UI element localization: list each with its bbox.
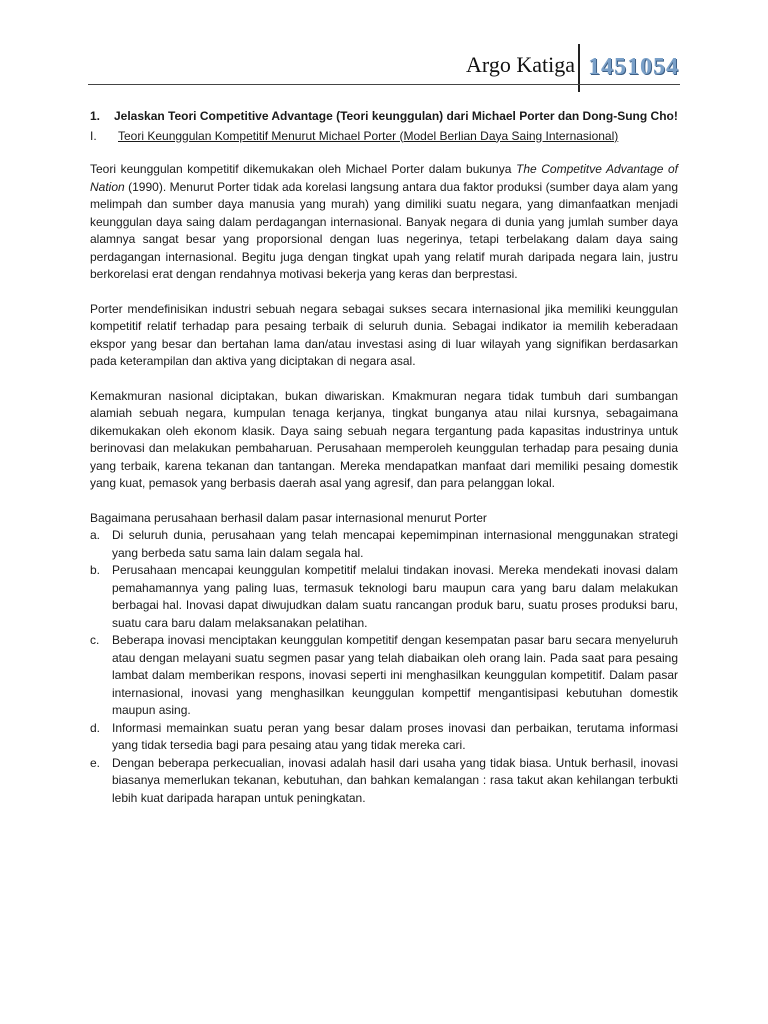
list-item-text: Beberapa inovasi menciptakan keunggulan kompetitif dengan kesempatan pasar baru secara menyeluruh atau dengan melayani suatu segmen pasar yang telah diabaikan oleh orang lain. Pada saat para pesaing lambat dalam memberikan respons, inovasi seperti ini menghasilkan keunggulan kompetitif. Dalam pasar internasional, inovasi yang menghasilkan keunggulan kompettif mengantisipasi kebutuhan domestik maupun asing.: [112, 633, 678, 717]
question-number: 1.: [90, 109, 101, 123]
paragraph-1-rest: (1990). Menurut Porter tidak ada korelasi langsung antara dua faktor produksi (sumber daya alam yang melimpah dan sumber daya manusia yang murah) yang dimiliki suatu negara, yang dimanfaatkan menjadi keunggulan daya saing dalam perdagangan internasional. Banyak negara di dunia yang jumlah sumber daya alamnya sangat besar yang proporsional dengan luas negerinya, tetapi terbelakang dalam daya saing perdagangan internasional. Begitu juga dengan tingkat upah yang relatif murah daripada negara lain, justru berkorelasi erat dengan rendahnya motivasi bekerja yang keras dan berprestasi.: [90, 179, 678, 281]
section-heading: [90, 128, 678, 146]
list-item-text: Dengan beberapa perkecualian, inovasi adalah hasil dari usaha yang tidak biasa. Untuk berhasil, inovasi biasanya memerlukan tekanan, kebutuhan, dan bahkan kemalangan : rasa takut akan kehilangan terbukti lebih kuat daripada harapan untuk peningkatan.: [112, 755, 678, 805]
paragraph-1: [90, 161, 678, 284]
list-item-text: Perusahaan mencapai keunggulan kompetitif melalui tindakan inovasi. Mereka mendekati inovasi dalam pemahamannya yang paling luas, termasuk teknologi baru maupun cara yang baru dalam melakukan berbagai hal. Inovasi dapat diwujudkan dalam suatu rancangan produk baru, suatu proses produksi baru, suatu cara baru dalam melaksanakan pelatihan.: [112, 563, 678, 630]
paragraph-3: Kemakmuran nasional diciptakan, bukan diwariskan. Kmakmuran negara tidak tumbuh dari sumbangan alamiah sebuah negara, kumpulan tenaga kerjanya, tingkat bunganya atau nilai kursnya, sebagaimana dikemukakan oleh ekonom klasik. Daya saing sebuah negara tergantung pada kapasitas industrinya untuk berinovasi dan melakukan pembaharuan. Perusahaan memperoleh keunggulan terhadap para pesaing dunia yang terbaik, karena tekanan dan tantangan. Mereka mendapatkan manfaat dari memiliki pesaing domestik yang kuat, pemasok yang berbasis daerah asal yang agresif, dan para pelanggan lokal.: [90, 388, 678, 490]
list-intro: Bagaimana perusahaan berhasil dalam pasar internasional menurut Porter: [90, 510, 487, 525]
header-rule: [88, 84, 680, 85]
list-item: [90, 720, 678, 755]
question-text: Jelaskan Teori Competitive Advantage (Teori keunggulan) dari Michael Porter dan Dong-Sung Cho!: [114, 109, 678, 123]
porter-list: [90, 527, 678, 807]
list-item-label: c.: [90, 633, 100, 647]
list-item-text: Informasi memainkan suatu peran yang besar dalam proses inovasi dan perbaikan, terutama informasi yang tidak tersedia bagi para pesaing atau yang tidak mereka cari.: [112, 720, 678, 752]
book-title: The Competitve Advantage of Nation: [90, 162, 678, 194]
list-item: [90, 755, 678, 808]
list-item: [90, 562, 678, 632]
list-item-label: a.: [90, 528, 101, 542]
paragraph-2: Porter mendefinisikan industri sebuah negara sebagai sukses secara internasional jika memiliki keunggulan kompetitif relatif terhadap para pesaing terbaik di seluruh dunia. Sebagai indikator ia memilih keberadaan ekspor yang besar dan bertahan lama dan/atau investasi asing di luar wilayah yang signifikan berdasarkan pada keterampilan dan aktiva yang diciptakan di negara asal.: [90, 301, 678, 368]
paragraph-1-start: Teori keunggulan kompetitif dikemukakan oleh Michael Porter dalam bukunya: [90, 162, 516, 176]
student-id: 1451054: [588, 54, 679, 80]
list-item-label: b.: [90, 563, 101, 577]
document-body: [90, 108, 678, 807]
section-title: Teori Keunggulan Kompetitif Menurut Michael Porter (Model Berlian Daya Saing Internasional): [118, 128, 619, 143]
question-heading: [90, 108, 678, 126]
section-numeral: I.: [90, 128, 97, 143]
list-item: [90, 527, 678, 562]
list-item-label: d.: [90, 720, 101, 735]
list-item-label: e.: [90, 755, 101, 770]
list-item: [90, 632, 678, 720]
list-item-text: Di seluruh dunia, perusahaan yang telah mencapai kepemimpinan internasional menggunakan strategi yang berbeda satu sama lain dalam segala hal.: [112, 528, 678, 560]
author-name: Argo Katiga: [466, 52, 575, 77]
